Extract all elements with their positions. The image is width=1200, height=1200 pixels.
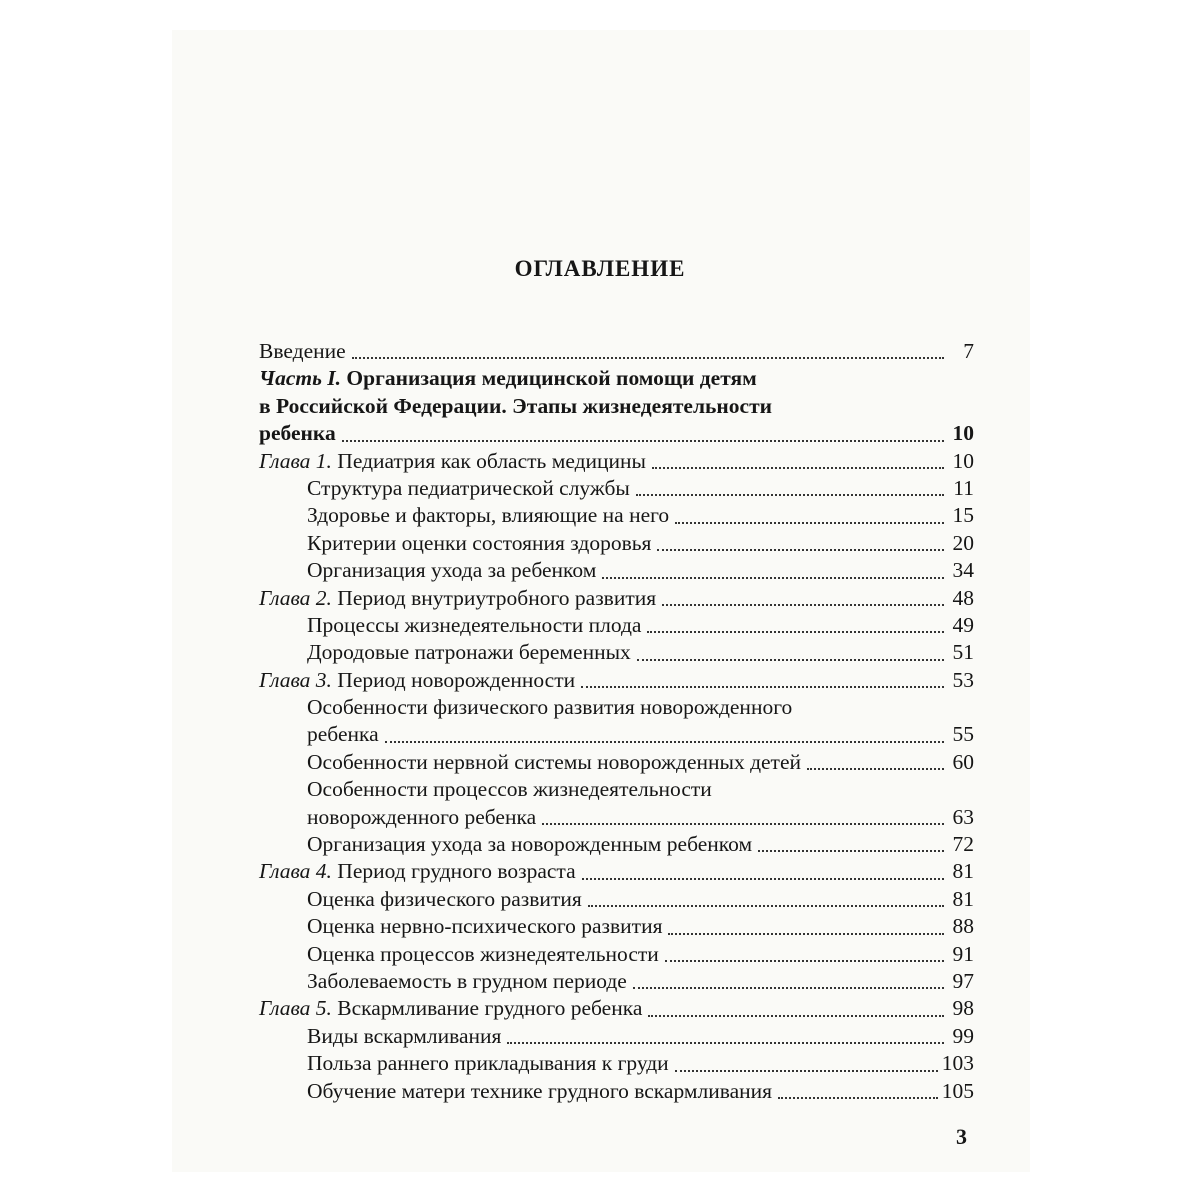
toc-entry-label <box>259 585 656 612</box>
toc-entry-label <box>307 804 536 831</box>
toc-entry-label <box>307 475 630 502</box>
toc-dot-leader <box>581 686 944 688</box>
toc-dot-leader <box>675 1070 938 1072</box>
toc-entry <box>0 858 1200 885</box>
toc-entry-prefix: Глава 5. <box>259 996 332 1021</box>
toc-dot-leader <box>647 631 944 633</box>
toc-entry-page: 7 <box>963 339 974 363</box>
toc-entry-label <box>259 420 336 447</box>
toc-entry-text: Введение <box>259 339 346 363</box>
toc-entry-label <box>307 1078 772 1105</box>
toc-entry-text: Виды вскармливания <box>307 1023 502 1048</box>
toc-entry-page: 49 <box>952 612 974 637</box>
toc-entry <box>0 1050 1200 1077</box>
toc-entry <box>0 639 1200 666</box>
toc-entry-label <box>307 941 659 968</box>
toc-entry-text: Вскармливание грудного ребенка <box>331 996 643 1021</box>
toc-entry <box>0 995 1200 1022</box>
toc-entry-text: Особенности нервной системы новорожденных детей <box>307 749 801 774</box>
toc-entry-label <box>259 667 575 694</box>
toc-entry-page: 88 <box>952 914 974 939</box>
toc-entry-label <box>307 530 651 557</box>
toc-entry-label <box>259 448 646 475</box>
toc-entry <box>0 557 1200 584</box>
toc-entry-text: Заболеваемость в грудном периоде <box>307 968 627 993</box>
toc-entry-text: Организация ухода за ребенком <box>307 558 597 583</box>
toc-entry-text: Обучение матери технике грудного вскармливания <box>307 1078 773 1103</box>
toc-dot-leader <box>352 357 944 359</box>
toc-entry <box>0 1078 1200 1105</box>
toc-entry-page: 105 <box>941 1078 974 1103</box>
toc-entry <box>0 420 1200 447</box>
toc-entry-label <box>307 831 752 858</box>
toc-entry-text: Оценка нервно-психического развития <box>307 914 663 939</box>
toc-entry-page: 10 <box>952 421 974 446</box>
toc-entry-text: Дородовые патронажи беременных <box>307 640 631 665</box>
toc-entry-label <box>259 858 576 885</box>
toc-dot-leader <box>657 549 944 551</box>
toc-entry-label <box>259 393 772 420</box>
toc-dot-leader <box>668 933 944 935</box>
toc-entry-page: 72 <box>952 832 974 857</box>
page-title: ОГЛАВЛЕНИЕ <box>514 256 686 281</box>
toc-dot-leader <box>542 823 944 825</box>
toc-entry-text: Педиатрия как область медицины <box>331 448 646 473</box>
toc-dot-leader <box>342 440 944 442</box>
toc-entry-text: Процессы жизнедеятельности плода <box>307 612 642 637</box>
toc-dot-leader <box>633 987 944 989</box>
toc-entry <box>0 585 1200 612</box>
toc-entry <box>0 831 1200 858</box>
toc-entry-label <box>307 968 627 995</box>
toc-entry-page: 91 <box>952 941 974 966</box>
toc-entry-text: в Российской Федерации. Этапы жизнедеятельности <box>259 393 773 418</box>
toc-entry-page: 53 <box>952 667 974 692</box>
toc-dot-leader <box>636 494 944 496</box>
toc-entry <box>0 941 1200 968</box>
toc-entry-label <box>307 749 801 776</box>
toc-entry <box>0 667 1200 694</box>
toc-entry <box>0 338 1200 365</box>
toc-entry <box>0 612 1200 639</box>
toc-entry-page: 63 <box>952 804 974 829</box>
toc-entry-text: Польза раннего прикладывания к груди <box>307 1051 669 1076</box>
toc-entry-text: Организация медицинской помощи детям <box>341 366 757 391</box>
toc-entry <box>0 475 1200 502</box>
toc-entry-label <box>307 886 582 913</box>
toc-dot-leader <box>582 878 944 880</box>
toc-dot-leader <box>602 577 944 579</box>
toc-entry-page: 81 <box>952 886 974 911</box>
toc-entry-label <box>307 776 712 803</box>
toc-dot-leader <box>648 1015 944 1017</box>
toc-entry <box>0 530 1200 557</box>
toc-entry <box>0 721 1200 748</box>
toc-dot-leader <box>652 467 944 469</box>
toc-entry-page: 97 <box>952 968 974 993</box>
toc-entry-label <box>307 721 379 748</box>
toc-entry <box>0 804 1200 831</box>
toc-entry-text: Оценка процессов жизнедеятельности <box>307 941 659 966</box>
toc-entry <box>0 393 1200 420</box>
toc-entry-page: 20 <box>952 530 974 555</box>
toc-entry-label <box>307 502 669 529</box>
toc-entry-text: Особенности процессов жизнедеятельности <box>307 777 712 802</box>
toc-dot-leader <box>637 659 944 661</box>
toc-entry-label <box>259 338 346 365</box>
toc-entry <box>0 365 1200 392</box>
toc-entry <box>0 694 1200 721</box>
page-number: 3 <box>956 1124 967 1149</box>
toc-entry-text: Критерии оценки состояния здоровья <box>307 530 652 555</box>
toc-dot-leader <box>758 850 944 852</box>
toc-entry-text: Период новорожденности <box>331 667 576 692</box>
toc-entry-label <box>307 1023 501 1050</box>
toc-entry-label <box>307 1050 669 1077</box>
toc-entry-label <box>307 639 631 666</box>
toc-entry-label <box>259 365 757 392</box>
toc-entry-page: 10 <box>952 448 974 473</box>
toc-entry-text: Здоровье и факторы, влияющие на него <box>307 503 670 528</box>
toc-entry-text: Оценка физического развития <box>307 886 582 911</box>
toc-dot-leader <box>385 741 944 743</box>
toc-entry-prefix: Глава 3. <box>259 667 332 692</box>
toc-entry <box>0 502 1200 529</box>
toc-entry <box>0 448 1200 475</box>
toc-entry-text: Период грудного возраста <box>331 859 576 884</box>
toc-entry-text: ребенка <box>259 421 336 446</box>
toc-entry-text: новорожденного ребенка <box>307 804 537 829</box>
toc-entry-label <box>307 557 596 584</box>
toc-entry <box>0 913 1200 940</box>
toc-entry-page: 51 <box>952 640 974 665</box>
table-of-contents <box>0 338 1200 1105</box>
toc-entry-page: 99 <box>952 1023 974 1048</box>
toc-entry-prefix: Глава 4. <box>259 859 332 884</box>
toc-entry-prefix: Глава 2. <box>259 585 332 610</box>
toc-dot-leader <box>778 1097 938 1099</box>
toc-dot-leader <box>588 905 944 907</box>
toc-dot-leader <box>675 522 944 524</box>
toc-entry-prefix: Глава 1. <box>259 448 332 473</box>
toc-entry-page: 48 <box>952 585 974 610</box>
toc-entry-label <box>307 913 662 940</box>
toc-entry <box>0 776 1200 803</box>
toc-dot-leader <box>665 960 944 962</box>
toc-entry-page: 103 <box>941 1051 974 1076</box>
toc-dot-leader <box>662 604 944 606</box>
toc-entry <box>0 1023 1200 1050</box>
toc-entry-page: 81 <box>952 859 974 884</box>
toc-entry-text: ребенка <box>307 722 379 747</box>
toc-dot-leader <box>507 1042 944 1044</box>
toc-entry-label <box>259 995 642 1022</box>
toc-entry-text: Особенности физического развития новорожденного <box>307 695 793 720</box>
toc-entry <box>0 749 1200 776</box>
toc-entry <box>0 968 1200 995</box>
toc-entry-page: 55 <box>952 722 974 747</box>
toc-entry-page: 11 <box>953 475 974 500</box>
toc-entry-label <box>307 694 792 721</box>
toc-entry-label <box>307 612 641 639</box>
toc-entry-text: Период внутриутробного развития <box>331 585 657 610</box>
toc-entry-page: 60 <box>952 749 974 774</box>
toc-dot-leader <box>807 768 944 770</box>
toc-entry-page: 15 <box>952 503 974 528</box>
toc-entry-text: Организация ухода за новорожденным ребенком <box>307 832 753 857</box>
toc-entry <box>0 886 1200 913</box>
toc-entry-page: 98 <box>952 996 974 1021</box>
toc-entry-page: 34 <box>952 558 974 583</box>
toc-entry-prefix: Часть I. <box>259 366 342 391</box>
toc-entry-text: Структура педиатрической службы <box>307 475 630 500</box>
